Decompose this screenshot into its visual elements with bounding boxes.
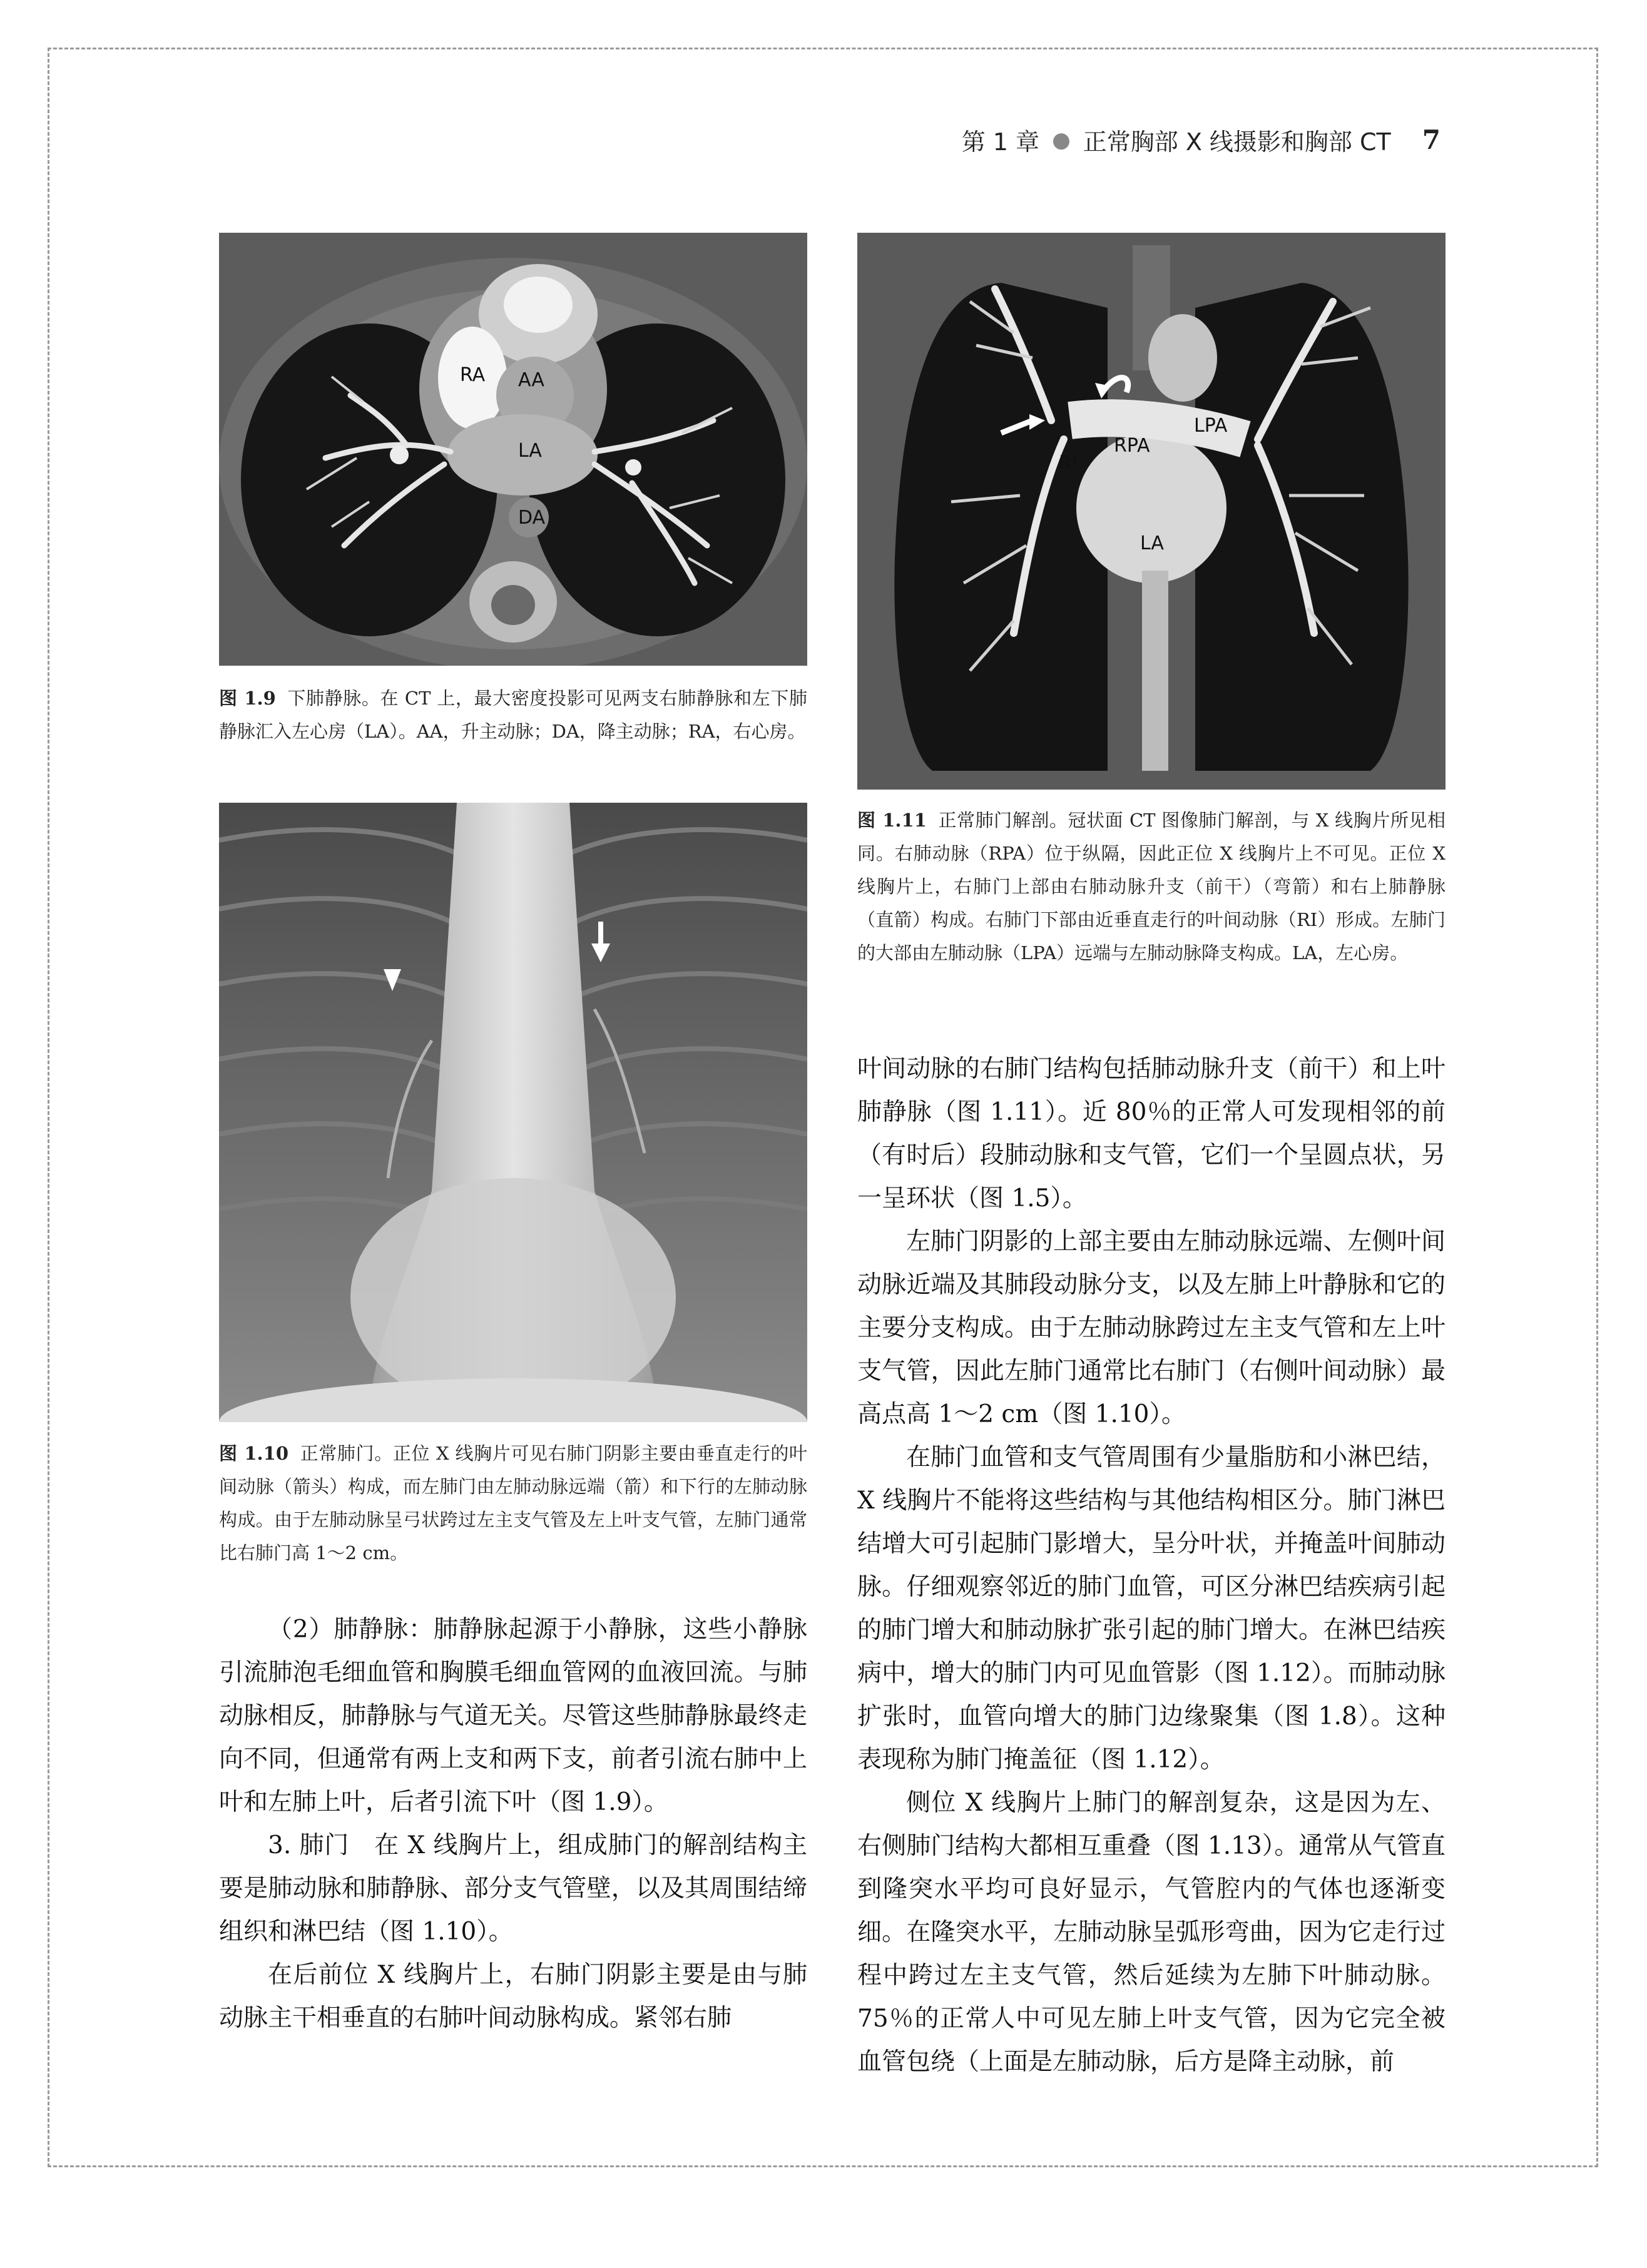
figure-1-11-ct-image: [857, 233, 1446, 790]
chapter-number: 第 1 章: [961, 128, 1040, 156]
paragraph-hilum-intro: 3. 肺门 在 X 线胸片上，组成肺门的解剖结构主要是肺动脉和肺静脉、部分支气管壁，以及其周围结缔组织和淋巴结（图 1.10）。: [219, 1831, 807, 1946]
xray-illustration: [219, 803, 807, 1422]
figure-1-9-ct-image: [219, 233, 807, 666]
figure-1-11-caption-text: 正常肺门解剖。冠状面 CT 图像肺门解剖，与 X 线胸片所见相同。右肺动脉（RPA）位于纵隔，因此正位 X 线胸片上不可见。正位 X 线胸片上，右肺门上部由右肺动脉升支（前干）（弯箭）和右上肺静脉（直箭）构成。右肺门下部由近垂直走行的叶间动脉（RI）形成。左肺门的大部由左肺动脉（LPA）远端与左肺动脉降支构成。LA，左心房。: [857, 810, 1446, 964]
figure-1-11-label: 图 1.11: [857, 810, 927, 831]
label-rpa: RPA: [1114, 435, 1150, 457]
figure-1-11-caption: [857, 804, 1446, 970]
label-lpa: LPA: [1194, 415, 1228, 437]
paragraph-pulmonary-veins: （2）肺静脉：肺静脉起源于小静脉，这些小静脉引流肺泡毛细血管和胸膜毛细血管网的血液回流。与肺动脉相反，肺静脉与气道无关。尽管这些肺静脉最终走向不同，但通常有两上支和两下支，前者引流右肺中上叶和左肺上叶，后者引流下叶（图 1.9）。: [219, 1615, 807, 1816]
chapter-title: 正常胸部 X 线摄影和胸部 CT: [1083, 128, 1391, 156]
page-number: 7: [1422, 125, 1440, 155]
left-column-text: [219, 1608, 807, 2040]
paragraph-right-hilum: 在后前位 X 线胸片上，右肺门阴影主要是由与肺动脉主干相垂直的右肺叶间动脉构成。紧邻右肺: [219, 1961, 807, 2032]
paragraph-right-hilum-cont: 叶间动脉的右肺门结构包括肺动脉升支（前干）和上叶肺静脉（图 1.11）。近 80％的正常人可发现相邻的前（有时后）段肺动脉和支气管，它们一个呈圆点状，另一呈环状（图 1.5）。: [857, 1055, 1446, 1213]
figure-1-10-label: 图 1.10: [219, 1443, 289, 1464]
paragraph-lateral-view: 侧位 X 线胸片上肺门的解剖复杂，这是因为左、右侧肺门结构大都相互重叠（图 1.13）。通常从气管直到隆突水平均可良好显示，气管腔内的气体也逐渐变细。在隆突水平，左肺动脉呈弧形弯曲，因为它走行过程中跨过左主支气管，然后延续为左肺下叶肺动脉。75％的正常人中可见左肺上叶支气管，因为它完全被血管包绕（上面是左肺动脉，后方是降主动脉，前: [857, 1789, 1446, 2076]
figure-1-9-caption-text: 下肺静脉。在 CT 上，最大密度投影可见两支右肺静脉和左下肺静脉汇入左心房（LA）。AA，升主动脉；DA，降主动脉；RA，右心房。: [219, 688, 807, 742]
figure-1-10-caption-text: 正常肺门。正位 X 线胸片可见右肺门阴影主要由垂直走行的叶间动脉（箭头）构成，而左肺门由左肺动脉远端（箭）和下行的左肺动脉构成。由于左肺动脉呈弓状跨过左主支气管及左上叶支气管，左肺门通常比右肺门高 1～2 cm。: [219, 1443, 807, 1564]
paragraph-left-hilum: 左肺门阴影的上部主要由左肺动脉远端、左侧叶间动脉近端及其肺段动脉分支，以及左肺上叶静脉和它的主要分支构成。由于左肺动脉跨过左主支气管和左上叶支气管，因此左肺门通常比右肺门（右侧叶间动脉）最高点高 1～2 cm（图 1.10）。: [857, 1228, 1446, 1428]
ct-coronal-illustration: [857, 233, 1446, 790]
label-aa: AA: [518, 369, 544, 391]
figure-1-9-caption: [219, 682, 807, 748]
label-la: LA: [518, 440, 542, 462]
ct-axial-illustration: [219, 233, 807, 666]
figure-1-10-xray-image: [219, 803, 807, 1422]
paragraph-hilar-nodes: 在肺门血管和支气管周围有少量脂肪和小淋巴结，X 线胸片不能将这些结构与其他结构相区分。肺门淋巴结增大可引起肺门影增大，呈分叶状，并掩盖叶间肺动脉。仔细观察邻近的肺门血管，可区分淋巴结疾病引起的肺门增大和肺动脉扩张引起的肺门增大。在淋巴结疾病中，增大的肺门内可见血管影（图 1.12）。而肺动脉扩张时，血管向增大的肺门边缘聚集（图 1.8）。这种表现称为肺门掩盖征（图 1.12）。: [857, 1443, 1446, 1774]
label-ri: RI: [1059, 452, 1078, 474]
label-ra: RA: [460, 364, 486, 386]
label-da: DA: [518, 507, 546, 529]
right-column-text: [857, 1047, 1446, 2083]
figure-1-10-caption: [219, 1437, 807, 1570]
bullet-icon: ●: [1052, 127, 1071, 153]
running-header: [962, 123, 1440, 157]
figure-1-9-label: 图 1.9: [219, 688, 276, 709]
label-la: LA: [1140, 532, 1164, 554]
